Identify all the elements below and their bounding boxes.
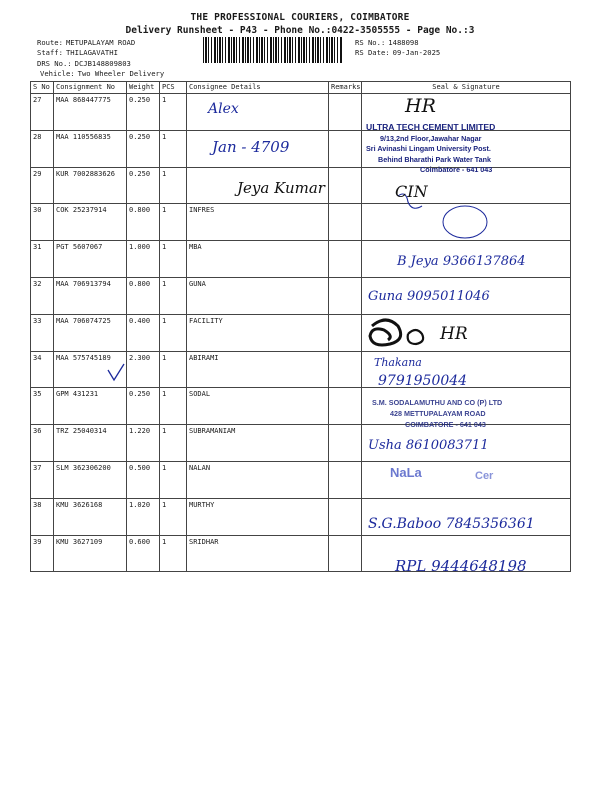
rs-date-field [355, 48, 440, 57]
rs-no-value: 1488098 [388, 38, 419, 47]
r27-signature: HR [405, 95, 436, 117]
ultratech-stamp-line5: Coimbatore - 641 043 [420, 165, 493, 174]
cell-sno: 31 [31, 241, 54, 278]
cell-remarks [329, 535, 362, 572]
cell-pcs: 1 [160, 130, 187, 167]
r39-signature: RPL 9444648198 [395, 557, 527, 575]
staff-value: THILAGAVATHI [65, 48, 118, 57]
cell-pcs: 1 [160, 388, 187, 425]
r34-name-handwriting: Thakana [374, 356, 422, 369]
cell-remarks [329, 130, 362, 167]
ultratech-stamp-line4: Behind Bharathi Park Water Tank [378, 155, 492, 164]
cell-consignment: KMU 3627109 [54, 535, 127, 572]
cell-consignee: GUNA [187, 277, 329, 314]
cell-pcs: 1 [160, 314, 187, 351]
cell-consignment: GPM 431231 [54, 388, 127, 425]
ultratech-stamp-line1: ULTRA TECH CEMENT LIMITED [366, 122, 496, 132]
cell-weight: 2.300 [127, 351, 160, 388]
header-pcs: PCS [160, 82, 187, 94]
table-row [31, 314, 571, 351]
nalan-stamp-line2: Cer [475, 470, 494, 482]
cell-remarks [329, 204, 362, 241]
cell-consignee: MURTHY [187, 498, 329, 535]
runsheet-title: Delivery Runsheet - P43 - Phone No.:0422-3505555 - Page No.:3 [125, 25, 475, 36]
drs-label: DRS No.: [37, 59, 72, 68]
cell-consignee: FACILITY [187, 314, 329, 351]
header-consignee: Consignee Details [187, 82, 329, 94]
staff-field [37, 48, 118, 57]
cell-sno: 37 [31, 461, 54, 498]
cell-sno: 33 [31, 314, 54, 351]
sodal-stamp-line2: 428 METTUPALAYAM ROAD [390, 409, 486, 418]
cell-consignment: MAA 868447775 [54, 94, 127, 131]
r36-signature: Usha 8610083711 [368, 438, 489, 453]
cell-remarks [329, 241, 362, 278]
cell-pcs: 1 [160, 94, 187, 131]
cell-sno: 39 [31, 535, 54, 572]
rs-date-label: RS Date: [355, 48, 390, 57]
r31-signature: B Jeya 9366137864 [397, 254, 526, 269]
r27-name-handwriting: Alex [208, 101, 239, 117]
cell-weight: 0.800 [127, 204, 160, 241]
r33-signature: HR [440, 324, 468, 344]
cell-weight: 0.400 [127, 314, 160, 351]
cell-sno: 30 [31, 204, 54, 241]
cell-weight: 0.250 [127, 167, 160, 204]
header-weight: Weight [127, 82, 160, 94]
company-name: THE PROFESSIONAL COURIERS, COIMBATORE [190, 12, 410, 23]
cell-weight: 0.250 [127, 130, 160, 167]
cell-pcs: 1 [160, 461, 187, 498]
cell-consignment: KMU 3626168 [54, 498, 127, 535]
cell-pcs: 1 [160, 351, 187, 388]
route-label: Route: [37, 38, 63, 47]
cell-weight: 1.000 [127, 241, 160, 278]
cell-sno: 28 [31, 130, 54, 167]
staff-label: Staff: [37, 48, 63, 57]
cell-consignment: COK 25237914 [54, 204, 127, 241]
cell-remarks [329, 314, 362, 351]
cell-consignee: SUBRAMANIAM [187, 425, 329, 462]
cell-consignment: MAA 575745189 [54, 351, 127, 388]
cell-pcs: 1 [160, 535, 187, 572]
cell-remarks [329, 351, 362, 388]
header-seal-signature: Seal & Signature [362, 82, 571, 94]
cell-weight: 0.250 [127, 94, 160, 131]
cell-consignment: MAA 706074725 [54, 314, 127, 351]
cell-remarks [329, 277, 362, 314]
header-consignment: Consignment No [54, 82, 127, 94]
cell-pcs: 1 [160, 241, 187, 278]
header-remarks: Remarks [329, 82, 362, 94]
cell-consignee: SRIDHAR [187, 535, 329, 572]
rs-date-value: 09-Jan-2025 [392, 48, 441, 57]
table-row [31, 351, 571, 388]
vehicle-field [40, 69, 164, 78]
cell-remarks [329, 94, 362, 131]
cell-consignee: INFRES [187, 204, 329, 241]
vehicle-label: Vehicle: [40, 69, 75, 78]
cell-weight: 0.500 [127, 461, 160, 498]
cell-remarks [329, 388, 362, 425]
r29-signature: CIN [395, 182, 428, 201]
r34-phone-handwriting: 9791950044 [378, 373, 468, 389]
r29-name-handwriting: Jeya Kumar [237, 179, 325, 197]
cell-sno: 27 [31, 94, 54, 131]
table-header-row [31, 82, 571, 94]
cell-consignment: MAA 706913794 [54, 277, 127, 314]
rs-no-label: RS No.: [355, 38, 386, 47]
cell-consignment: PGT 5607067 [54, 241, 127, 278]
cell-pcs: 1 [160, 425, 187, 462]
route-field [37, 38, 135, 47]
cell-pcs: 1 [160, 167, 187, 204]
rs-no-field [355, 38, 419, 47]
cell-weight: 1.020 [127, 498, 160, 535]
cell-consignee: NALAN [187, 461, 329, 498]
drs-field [37, 59, 131, 68]
sodal-stamp-line3: COIMBATORE - 641 043 [405, 420, 486, 429]
cell-consignment: SLM 362306200 [54, 461, 127, 498]
cell-weight: 0.250 [127, 388, 160, 425]
cell-sno: 36 [31, 425, 54, 462]
cell-remarks [329, 167, 362, 204]
route-value: METUPALAYAM ROAD [65, 38, 136, 47]
cell-sno: 29 [31, 167, 54, 204]
cell-sno: 35 [31, 388, 54, 425]
cell-sno: 34 [31, 351, 54, 388]
table-row [31, 204, 571, 241]
nalan-stamp-line1: NaLa [390, 465, 422, 480]
ultratech-stamp-line2: 9/13,2nd Floor,Jawahar Nagar [380, 134, 482, 143]
table-row [31, 425, 571, 462]
cell-remarks [329, 498, 362, 535]
r38-signature: S.G.Baboo 7845356361 [368, 516, 535, 532]
r28-name-handwriting: Jan - 4709 [212, 138, 290, 156]
cell-seal [362, 204, 571, 241]
sodal-stamp-line1: S.M. SODALAMUTHU AND CO (P) LTD [372, 398, 503, 407]
cell-consignment: TRZ 25040314 [54, 425, 127, 462]
cell-consignee: SODAL [187, 388, 329, 425]
cell-consignee: ABIRAMI [187, 351, 329, 388]
r32-signature: Guna 9095011046 [368, 289, 490, 304]
cell-remarks [329, 461, 362, 498]
header-sno: S No [31, 82, 54, 94]
drs-value: DCJB148809803 [74, 59, 131, 68]
cell-weight: 1.220 [127, 425, 160, 462]
cell-sno: 32 [31, 277, 54, 314]
cell-weight: 0.600 [127, 535, 160, 572]
cell-remarks [329, 425, 362, 462]
cell-pcs: 1 [160, 204, 187, 241]
cell-weight: 0.800 [127, 277, 160, 314]
cell-consignment: MAA 110556835 [54, 130, 127, 167]
cell-pcs: 1 [160, 498, 187, 535]
cell-consignee: MBA [187, 241, 329, 278]
ultratech-stamp-line3: Sri Avinashi Lingam University Post. [366, 144, 491, 153]
drs-barcode [203, 37, 343, 63]
cell-sno: 38 [31, 498, 54, 535]
cell-consignment: KUR 7002883626 [54, 167, 127, 204]
cell-pcs: 1 [160, 277, 187, 314]
vehicle-value: Two Wheeler Delivery [77, 69, 165, 78]
